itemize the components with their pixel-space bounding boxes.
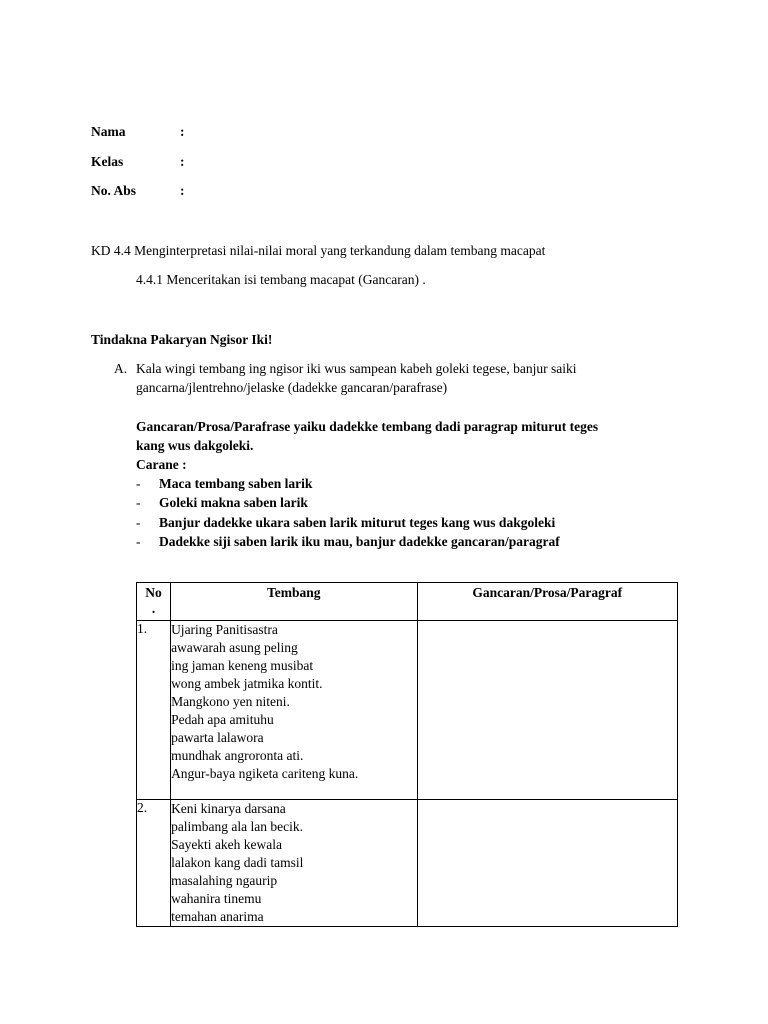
step-dash: - <box>136 534 141 549</box>
verse-line: masalahing ngaurip <box>171 873 278 888</box>
field-colon-no-abs: : <box>180 183 185 198</box>
definition-line-2: kang wus dakgoleki. <box>136 438 254 453</box>
step-3: Banjur dadekke ukara saben larik miturut teges kang wus dakgoleki <box>159 515 556 530</box>
worksheet-table <box>136 582 678 927</box>
verse-line: palimbang ala lan becik. <box>171 819 304 834</box>
verse-line: lalakon kang dadi tamsil <box>171 855 304 870</box>
field-label-no-abs: No. Abs <box>91 183 137 198</box>
definition-line-1: Gancaran/Prosa/Parafrase yaiku dadekke tembang dadi paragrap miturut teges <box>136 419 599 434</box>
task-line-1: Kala wingi tembang ing ngisor iki wus sampean kabeh goleki tegese, banjur saiki <box>136 361 577 376</box>
verse-line: temahan anarima <box>171 909 264 924</box>
row-number: 2. <box>137 800 171 927</box>
step-4: Dadekke siji saben larik iku mau, banjur dadekke gancaran/paragraf <box>159 534 560 549</box>
verse-line: mundhak angroronta ati. <box>171 748 304 763</box>
verse-line: Pedah apa amituhu <box>171 712 274 727</box>
step-dash: - <box>136 476 141 491</box>
tembang-cell <box>171 621 417 800</box>
field-label-kelas: Kelas <box>91 154 124 169</box>
header-tembang: Tembang <box>171 583 417 621</box>
verse-line: Angur-baya ngiketa cariteng kuna. <box>171 766 359 781</box>
step-2: Goleki makna saben larik <box>159 495 308 510</box>
header-no-line-2: . <box>151 601 156 616</box>
tembang-cell <box>171 800 417 927</box>
table-row <box>137 800 678 927</box>
step-dash: - <box>136 515 141 530</box>
task-marker: A. <box>114 361 128 376</box>
field-label-nama: Nama <box>91 124 126 139</box>
verse-line: Mangkono yen niteni. <box>171 694 290 709</box>
verse-line: ing jaman keneng musibat <box>171 658 314 673</box>
verse-line: Ujaring Panitisastra <box>171 622 278 637</box>
header-gancaran: Gancaran/Prosa/Paragraf <box>417 583 677 621</box>
kd-main: KD 4.4 Menginterpretasi nilai-nilai moral yang terkandung dalam tembang macapat <box>91 243 546 258</box>
table-header-row <box>137 583 678 621</box>
verse-line: wahanira tinemu <box>171 891 262 906</box>
verse-line: wong ambek jatmika kontit. <box>171 676 323 691</box>
verse-line: Sayekti akeh kewala <box>171 837 283 852</box>
table-row <box>137 621 678 800</box>
row-number: 1. <box>137 621 171 800</box>
verse-line: pawarta lalawora <box>171 730 264 745</box>
verse-line: Keni kinarya darsana <box>171 801 286 816</box>
kd-sub: 4.4.1 Menceritakan isi tembang macapat (Gancaran) . <box>136 272 426 287</box>
gancaran-answer-cell[interactable] <box>417 800 677 927</box>
step-dash: - <box>136 495 141 510</box>
step-1: Maca tembang saben larik <box>159 476 313 491</box>
instruction-heading: Tindakna Pakaryan Ngisor Iki! <box>91 332 273 347</box>
verse-line: awawarah asung peling <box>171 640 298 655</box>
header-no <box>137 583 171 621</box>
task-line-2: gancarna/jlentrehno/jelaske (dadekke gancaran/parafrase) <box>136 380 448 395</box>
field-colon-kelas: : <box>180 154 185 169</box>
header-no-line-1: No <box>145 585 162 600</box>
gancaran-answer-cell[interactable] <box>417 621 677 800</box>
field-colon-nama: : <box>180 124 185 139</box>
carane-label: Carane : <box>136 457 187 472</box>
